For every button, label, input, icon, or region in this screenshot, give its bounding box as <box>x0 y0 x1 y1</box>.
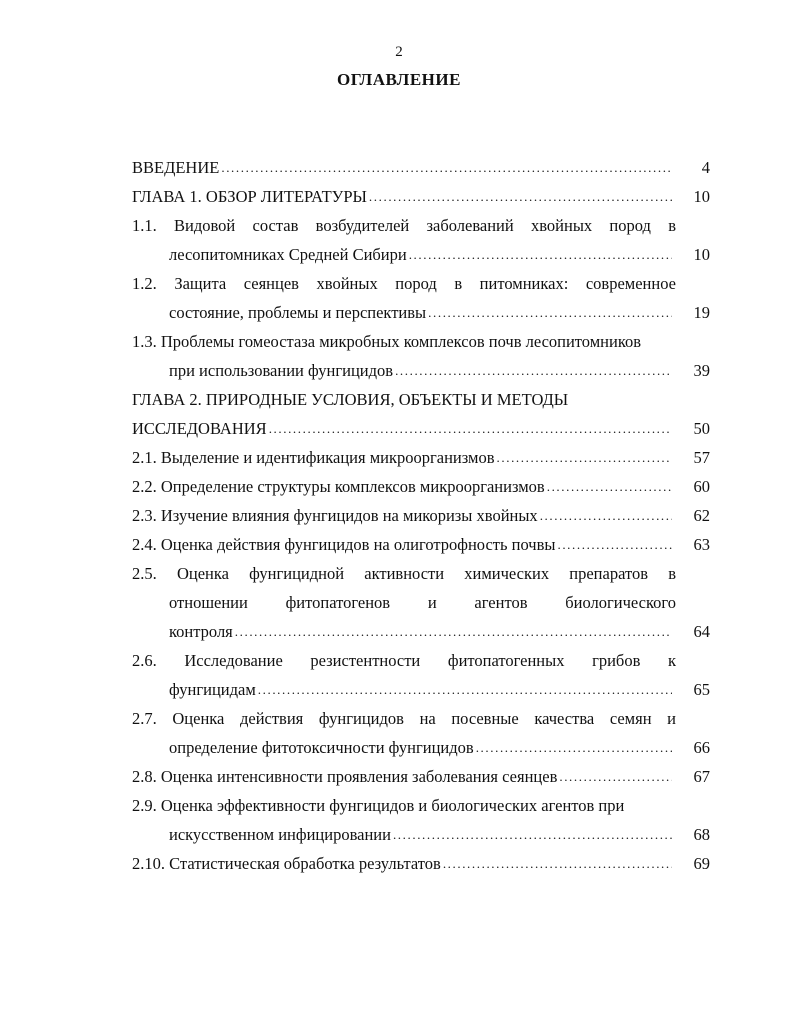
toc-entry-title-cont: при использовании фунгицидов <box>169 361 394 380</box>
toc-entry[interactable] <box>132 820 710 849</box>
toc-entry[interactable] <box>132 240 710 269</box>
toc-leader-dots <box>540 500 672 530</box>
toc-entry-page: 19 <box>693 303 710 322</box>
toc-entry-line[interactable] <box>132 211 710 240</box>
toc-entry-title-cont: ИССЛЕДОВАНИЯ <box>132 419 267 438</box>
toc-entry-title: 2.9. Оценка эффективности фунгицидов и биологических агентов при <box>132 796 625 815</box>
toc-entry-title-cont: лесопитомниках Средней Сибири <box>169 245 407 264</box>
toc-entry-title: 2.1. Выделение и идентификация микроорганизмов <box>132 448 495 467</box>
toc-entry-page: 60 <box>693 477 710 496</box>
toc-entry[interactable] <box>132 762 710 791</box>
toc-entry-title: 2.10. Статистическая обработка результатов <box>132 854 441 873</box>
toc-entry-title: 2.8. Оценка интенсивности проявления заболевания сеянцев <box>132 767 558 786</box>
toc-entry-page: 65 <box>693 680 710 699</box>
toc-entry-title: 1.3. Проблемы гомеостаза микробных комплексов почв лесопитомников <box>132 332 642 351</box>
toc-leader-dots <box>221 152 672 182</box>
toc-entry-page: 66 <box>693 738 710 757</box>
toc-leader-dots <box>269 413 672 443</box>
toc-entry-line[interactable] <box>132 791 710 820</box>
toc-entry-page: 64 <box>693 622 710 641</box>
toc-leader-dots <box>428 297 672 327</box>
toc-entry-page: 57 <box>693 448 710 467</box>
toc-entry-line[interactable] <box>132 646 710 675</box>
toc-entry-title: 2.2. Определение структуры комплексов микроорганизмов <box>132 477 545 496</box>
toc-entry-title: ГЛАВА 1. ОБЗОР ЛИТЕРАТУРЫ <box>132 187 367 206</box>
toc-entry-title-cont: искусственном инфицировании <box>169 825 391 844</box>
toc-entry-title-cont: фунгицидам <box>169 680 256 699</box>
toc-leader-dots <box>369 181 672 211</box>
toc-entry-title: 2.3. Изучение влияния фунгицидов на микоризы хвойных <box>132 506 538 525</box>
toc-entry[interactable] <box>132 675 710 704</box>
toc-entry-page: 69 <box>693 854 710 873</box>
toc-entry-page: 10 <box>693 245 710 264</box>
toc-leader-dots <box>393 819 672 849</box>
toc-entry-line[interactable] <box>132 327 710 356</box>
toc-entry[interactable] <box>132 617 710 646</box>
table-of-contents <box>132 153 710 878</box>
toc-leader-dots <box>559 761 672 791</box>
toc-entry[interactable] <box>132 849 710 878</box>
toc-leader-dots <box>235 616 672 646</box>
toc-leader-dots <box>258 674 672 704</box>
toc-entry-line[interactable] <box>132 588 710 617</box>
toc-entry-page: 50 <box>693 419 710 438</box>
toc-entry-page: 68 <box>693 825 710 844</box>
toc-entry-line[interactable] <box>132 704 710 733</box>
toc-entry[interactable] <box>132 472 710 501</box>
toc-entry[interactable] <box>132 153 710 182</box>
toc-leader-dots <box>547 471 672 501</box>
toc-entry[interactable] <box>132 501 710 530</box>
page-number: 2 <box>395 44 403 60</box>
toc-entry-page: 63 <box>693 535 710 554</box>
toc-entry-line[interactable] <box>132 269 710 298</box>
toc-entry-title: ВВЕДЕНИЕ <box>132 158 220 177</box>
toc-entry-line[interactable] <box>132 559 710 588</box>
toc-entry[interactable] <box>132 733 710 762</box>
toc-entry-page: 39 <box>693 361 710 380</box>
toc-entry-title: ГЛАВА 2. ПРИРОДНЫЕ УСЛОВИЯ, ОБЪЕКТЫ И МЕТОДЫ <box>132 390 569 409</box>
toc-entry[interactable] <box>132 414 710 443</box>
toc-entry-title-cont: определение фитотоксичности фунгицидов <box>169 738 474 757</box>
toc-entry-title: 1.1. Видовой состав возбудителей заболеваний хвойных пород в <box>132 216 676 235</box>
toc-entry-page: 4 <box>701 158 710 177</box>
toc-leader-dots <box>476 732 672 762</box>
toc-leader-dots <box>395 355 672 385</box>
toc-leader-dots <box>497 442 672 472</box>
toc-entry-title: 1.2. Защита сеянцев хвойных пород в питомниках: современное <box>132 274 676 293</box>
toc-entry-page: 10 <box>693 187 710 206</box>
toc-entry-title: 2.6. Исследование резистентности фитопатогенных грибов к <box>132 651 676 670</box>
toc-entry[interactable] <box>132 182 710 211</box>
toc-entry[interactable] <box>132 298 710 327</box>
page-title: ОГЛАВЛЕНИЕ <box>337 70 461 89</box>
toc-entry-title: 2.4. Оценка действия фунгицидов на олиготрофность почвы <box>132 535 556 554</box>
toc-entry[interactable] <box>132 530 710 559</box>
toc-entry-page: 67 <box>693 767 710 786</box>
toc-leader-dots <box>443 848 672 878</box>
toc-entry-title-cont: отношении фитопатогенов и агентов биологического <box>169 593 676 612</box>
toc-entry-title: 2.7. Оценка действия фунгицидов на посевные качества семян и <box>132 709 676 728</box>
toc-leader-dots <box>409 239 672 269</box>
toc-entry[interactable] <box>132 356 710 385</box>
toc-entry-title-cont: контроля <box>169 622 233 641</box>
toc-leader-dots <box>557 529 672 559</box>
toc-entry-page: 62 <box>693 506 710 525</box>
toc-entry[interactable] <box>132 443 710 472</box>
toc-entry-line[interactable] <box>132 385 710 414</box>
toc-entry-title: 2.5. Оценка фунгицидной активности химических препаратов в <box>132 564 676 583</box>
toc-entry-title-cont: состояние, проблемы и перспективы <box>169 303 427 322</box>
